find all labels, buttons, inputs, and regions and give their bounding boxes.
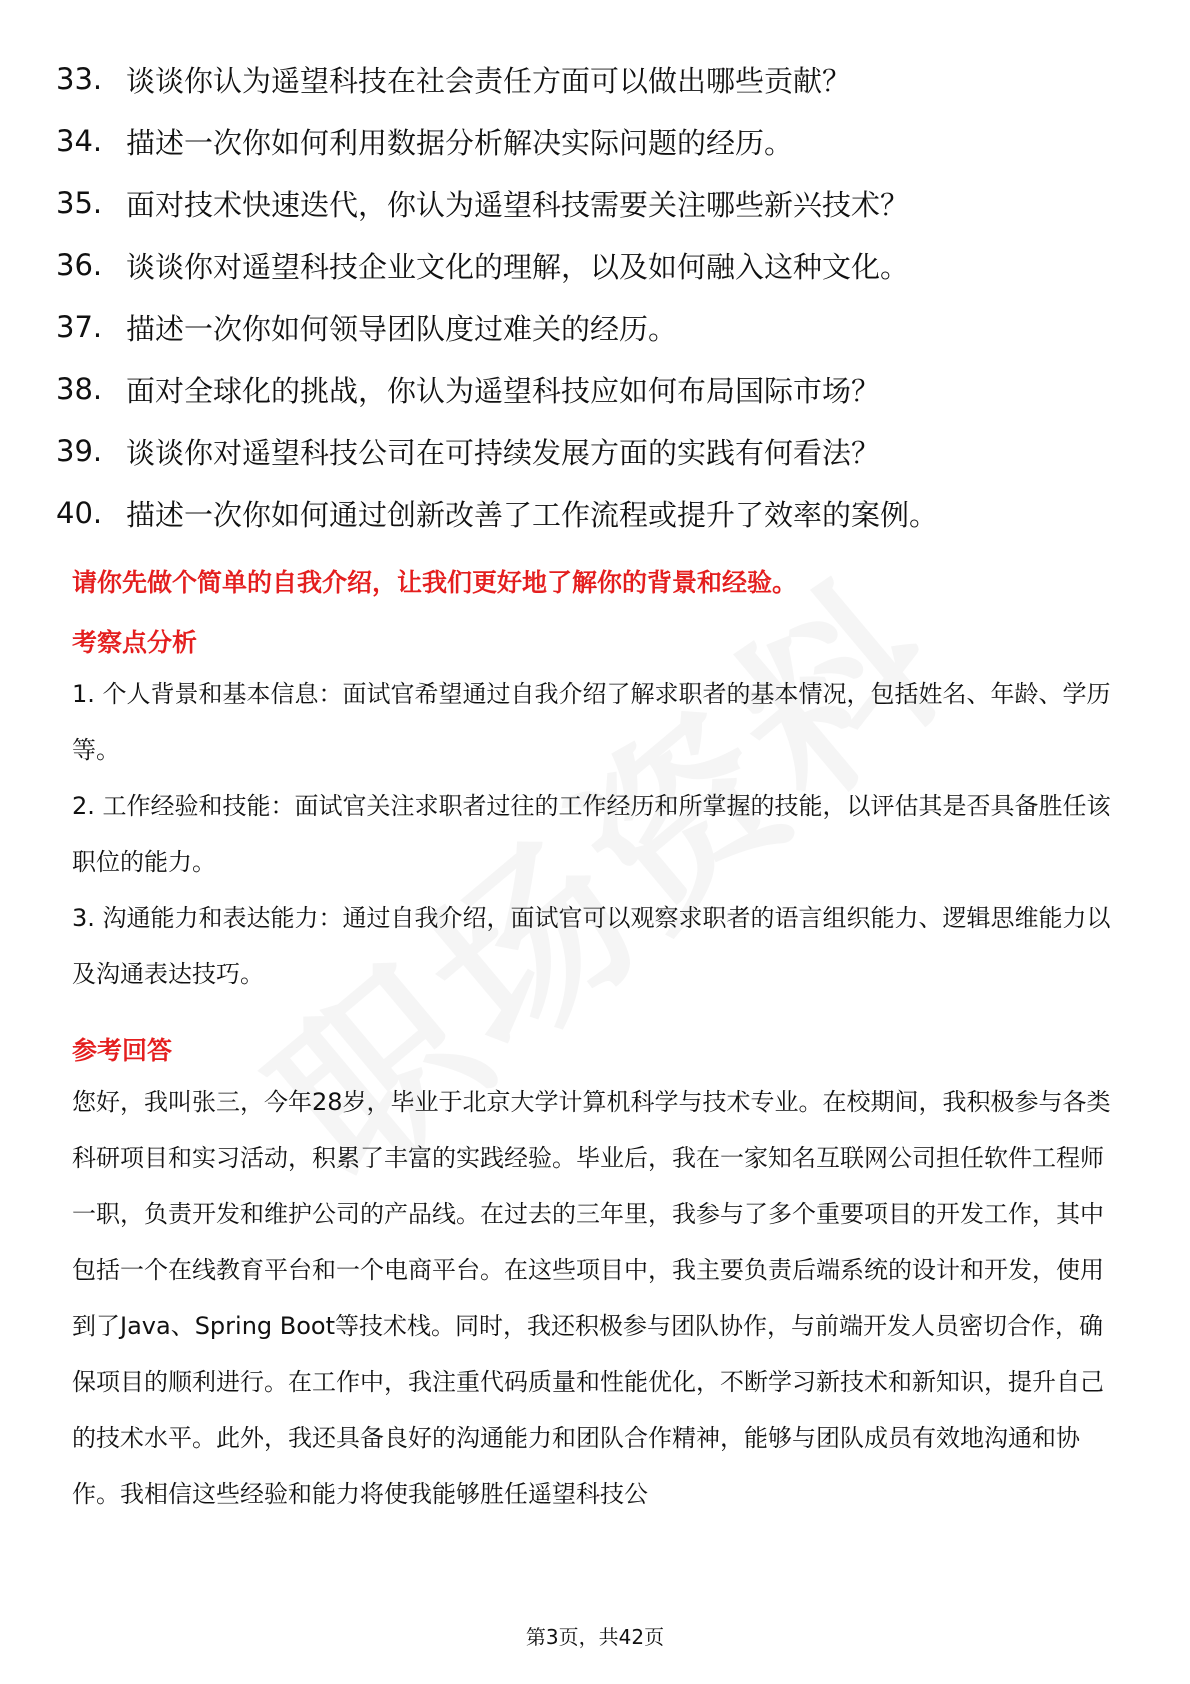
list-item <box>56 234 1136 296</box>
analysis-block <box>72 666 1122 1002</box>
question-text: 面对技术快速迭代，你认为遥望科技需要关注哪些新兴技术？ <box>126 187 910 222</box>
list-item <box>56 296 1136 358</box>
analysis-point: 2. 工作经验和技能：面试官关注求职者过往的工作经历和所掌握的技能，以评估其是否具备胜任该职位的能力。 <box>72 792 1111 876</box>
question-number: 33. <box>56 62 103 96</box>
question-number: 37. <box>56 310 103 344</box>
list-item <box>56 48 1136 110</box>
question-number: 34. <box>56 124 103 158</box>
analysis-point: 1. 个人背景和基本信息：面试官希望通过自我介绍了解求职者的基本情况，包括姓名、年龄、学历等。 <box>72 680 1111 764</box>
question-number: 38. <box>56 372 103 406</box>
question-text: 描述一次你如何利用数据分析解决实际问题的经历。 <box>126 125 794 160</box>
list-item <box>56 482 1136 544</box>
answer-heading: 参考回答 <box>72 1036 173 1065</box>
list-item <box>56 358 1136 420</box>
list-item <box>56 420 1136 482</box>
question-number: 40. <box>56 496 103 530</box>
answer-text: 您好，我叫张三，今年28岁，毕业于北京大学计算机科学与技术专业。在校期间，我积极参与各类科研项目和实习活动，积累了丰富的实践经验。毕业后，我在一家知名互联网公司担任软件工程师一职，负责开发和维护公司的产品线。在过去的三年里，我参与了多个重要项目的开发工作，其中包括一个在线教育平台和一个电商平台。在这些项目中，我主要负责后端系统的设计和开发，使用到了Java、Spring Boot等技术栈。同时，我还积极参与团队协作，与前端开发人员密切合作，确保项目的顺利进行。在工作中，我注重代码质量和性能优化，不断学习新技术和新知识，提升自己的技术水平。此外，我还具备良好的沟通能力和团队合作精神，能够与团队成员有效地沟通和协作。我相信这些经验和能力将使我能够胜任遥望科技公 <box>72 1088 1111 1508</box>
question-text: 描述一次你如何领导团队度过难关的经历。 <box>126 311 678 346</box>
analysis-heading: 考察点分析 <box>72 628 198 657</box>
analysis-point: 3. 沟通能力和表达能力：通过自我介绍，面试官可以观察求职者的语言组织能力、逻辑思维能力以及沟通表达技巧。 <box>72 904 1111 988</box>
question-text: 谈谈你对遥望科技企业文化的理解，以及如何融入这种文化。 <box>126 249 910 284</box>
list-item <box>56 172 1136 234</box>
question-text: 谈谈你对遥望科技公司在可持续发展方面的实践有何看法？ <box>126 435 881 470</box>
question-text: 面对全球化的挑战，你认为遥望科技应如何布局国际市场？ <box>126 373 881 408</box>
question-number: 35. <box>56 186 103 220</box>
question-text: 描述一次你如何通过创新改善了工作流程或提升了效率的案例。 <box>126 497 939 532</box>
question-number: 39. <box>56 434 103 468</box>
question-number: 36. <box>56 248 103 282</box>
question-list <box>56 48 1136 544</box>
question-text: 谈谈你认为遥望科技在社会责任方面可以做出哪些贡献？ <box>126 63 852 98</box>
list-item <box>56 110 1136 172</box>
page-footer: 第3页，共42页 <box>525 1625 665 1649</box>
section-question-heading: 请你先做个简单的自我介绍，让我们更好地了解你的背景和经验。 <box>72 568 798 597</box>
answer-block <box>72 1074 1122 1522</box>
